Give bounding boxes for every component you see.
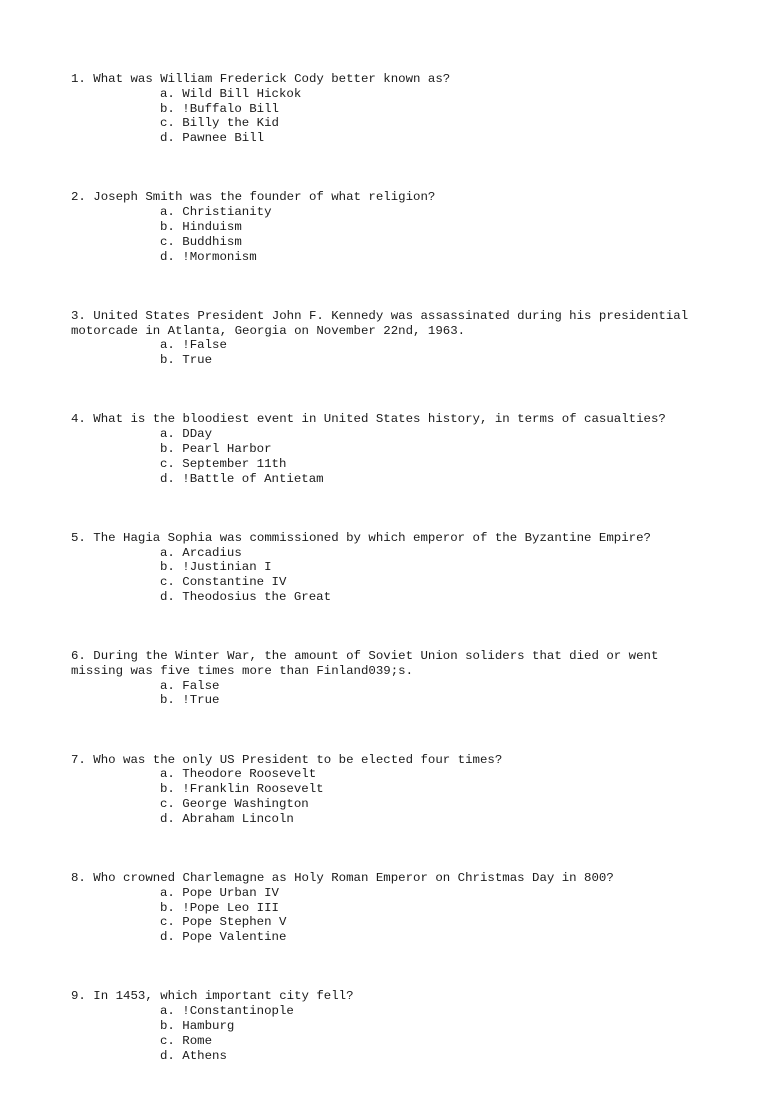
answer-option: d. Abraham Lincoln [160, 811, 294, 826]
answer-option: a. Theodore Roosevelt [160, 767, 317, 782]
question-text: 3. United States President John F. Kennedy was assassinated during his presidential motorcade in Atlanta, Georgia on November 22nd, 1963. [71, 308, 696, 338]
answer-options [71, 767, 711, 826]
answer-option: b. Pearl Harbor [160, 441, 272, 456]
answer-option: b. !Buffalo Bill [160, 101, 279, 116]
answer-option: d. Theodosius the Great [160, 589, 332, 604]
question-1 [71, 72, 711, 146]
answer-option: a. Christianity [160, 205, 272, 220]
question-8 [71, 871, 711, 945]
question-text: 4. What is the bloodiest event in United States history, in terms of casualties? [71, 412, 666, 427]
answer-option: a. !Constantinople [160, 1004, 294, 1019]
answer-option: d. Athens [160, 1048, 227, 1063]
answer-option: d. !Mormonism [160, 249, 257, 264]
answer-options [71, 546, 711, 605]
answer-option: a. Arcadius [160, 545, 242, 560]
answer-option: c. Rome [160, 1033, 213, 1048]
answer-options [71, 1004, 711, 1063]
answer-options [71, 87, 711, 146]
answer-option: b. !True [160, 693, 220, 708]
answer-option: b. Hinduism [160, 219, 242, 234]
answer-options [71, 205, 711, 264]
question-text: 9. In 1453, which important city fell? [71, 989, 354, 1004]
question-9 [71, 989, 711, 1063]
question-7 [71, 753, 711, 827]
question-text: 8. Who crowned Charlemagne as Holy Roman Emperor on Christmas Day in 800? [71, 871, 614, 886]
question-text: 2. Joseph Smith was the founder of what religion? [71, 190, 436, 205]
answer-option: a. False [160, 678, 220, 693]
answer-option: b. True [160, 353, 213, 368]
answer-option: b. !Justinian I [160, 560, 272, 575]
answer-options [71, 338, 711, 368]
question-text: 6. During the Winter War, the amount of Soviet Union soliders that died or went missing was five times more than Finland039;s. [71, 649, 666, 678]
question-text: 5. The Hagia Sophia was commissioned by which emperor of the Byzantine Empire? [71, 530, 651, 545]
question-text: 7. Who was the only US President to be elected four times? [71, 752, 503, 767]
question-6 [71, 649, 711, 708]
answer-options [71, 427, 711, 486]
answer-option: c. Pope Stephen V [160, 915, 287, 930]
answer-option: d. Pawnee Bill [160, 131, 265, 146]
question-3 [71, 309, 711, 368]
answer-option: a. DDay [160, 427, 213, 442]
answer-options [71, 886, 711, 945]
quiz-document [71, 72, 711, 1108]
answer-option: a. Pope Urban IV [160, 885, 279, 900]
question-2 [71, 190, 711, 264]
answer-option: c. George Washington [160, 797, 309, 812]
answer-option: c. Constantine IV [160, 575, 287, 590]
answer-option: c. September 11th [160, 456, 287, 471]
answer-option: b. Hamburg [160, 1019, 235, 1033]
answer-option: b. !Pope Leo III [160, 900, 279, 915]
question-4 [71, 412, 711, 486]
answer-option: a. !False [160, 338, 227, 353]
question-5 [71, 531, 711, 605]
answer-option: c. Billy the Kid [160, 116, 279, 131]
question-text: 1. What was William Frederick Cody better known as? [71, 72, 451, 86]
answer-option: d. !Battle of Antietam [160, 471, 324, 486]
answer-option: a. Wild Bill Hickok [160, 86, 302, 101]
answer-options [71, 679, 711, 709]
answer-option: b. !Franklin Roosevelt [160, 782, 324, 797]
answer-option: c. Buddhism [160, 234, 242, 249]
answer-option: d. Pope Valentine [160, 930, 287, 945]
